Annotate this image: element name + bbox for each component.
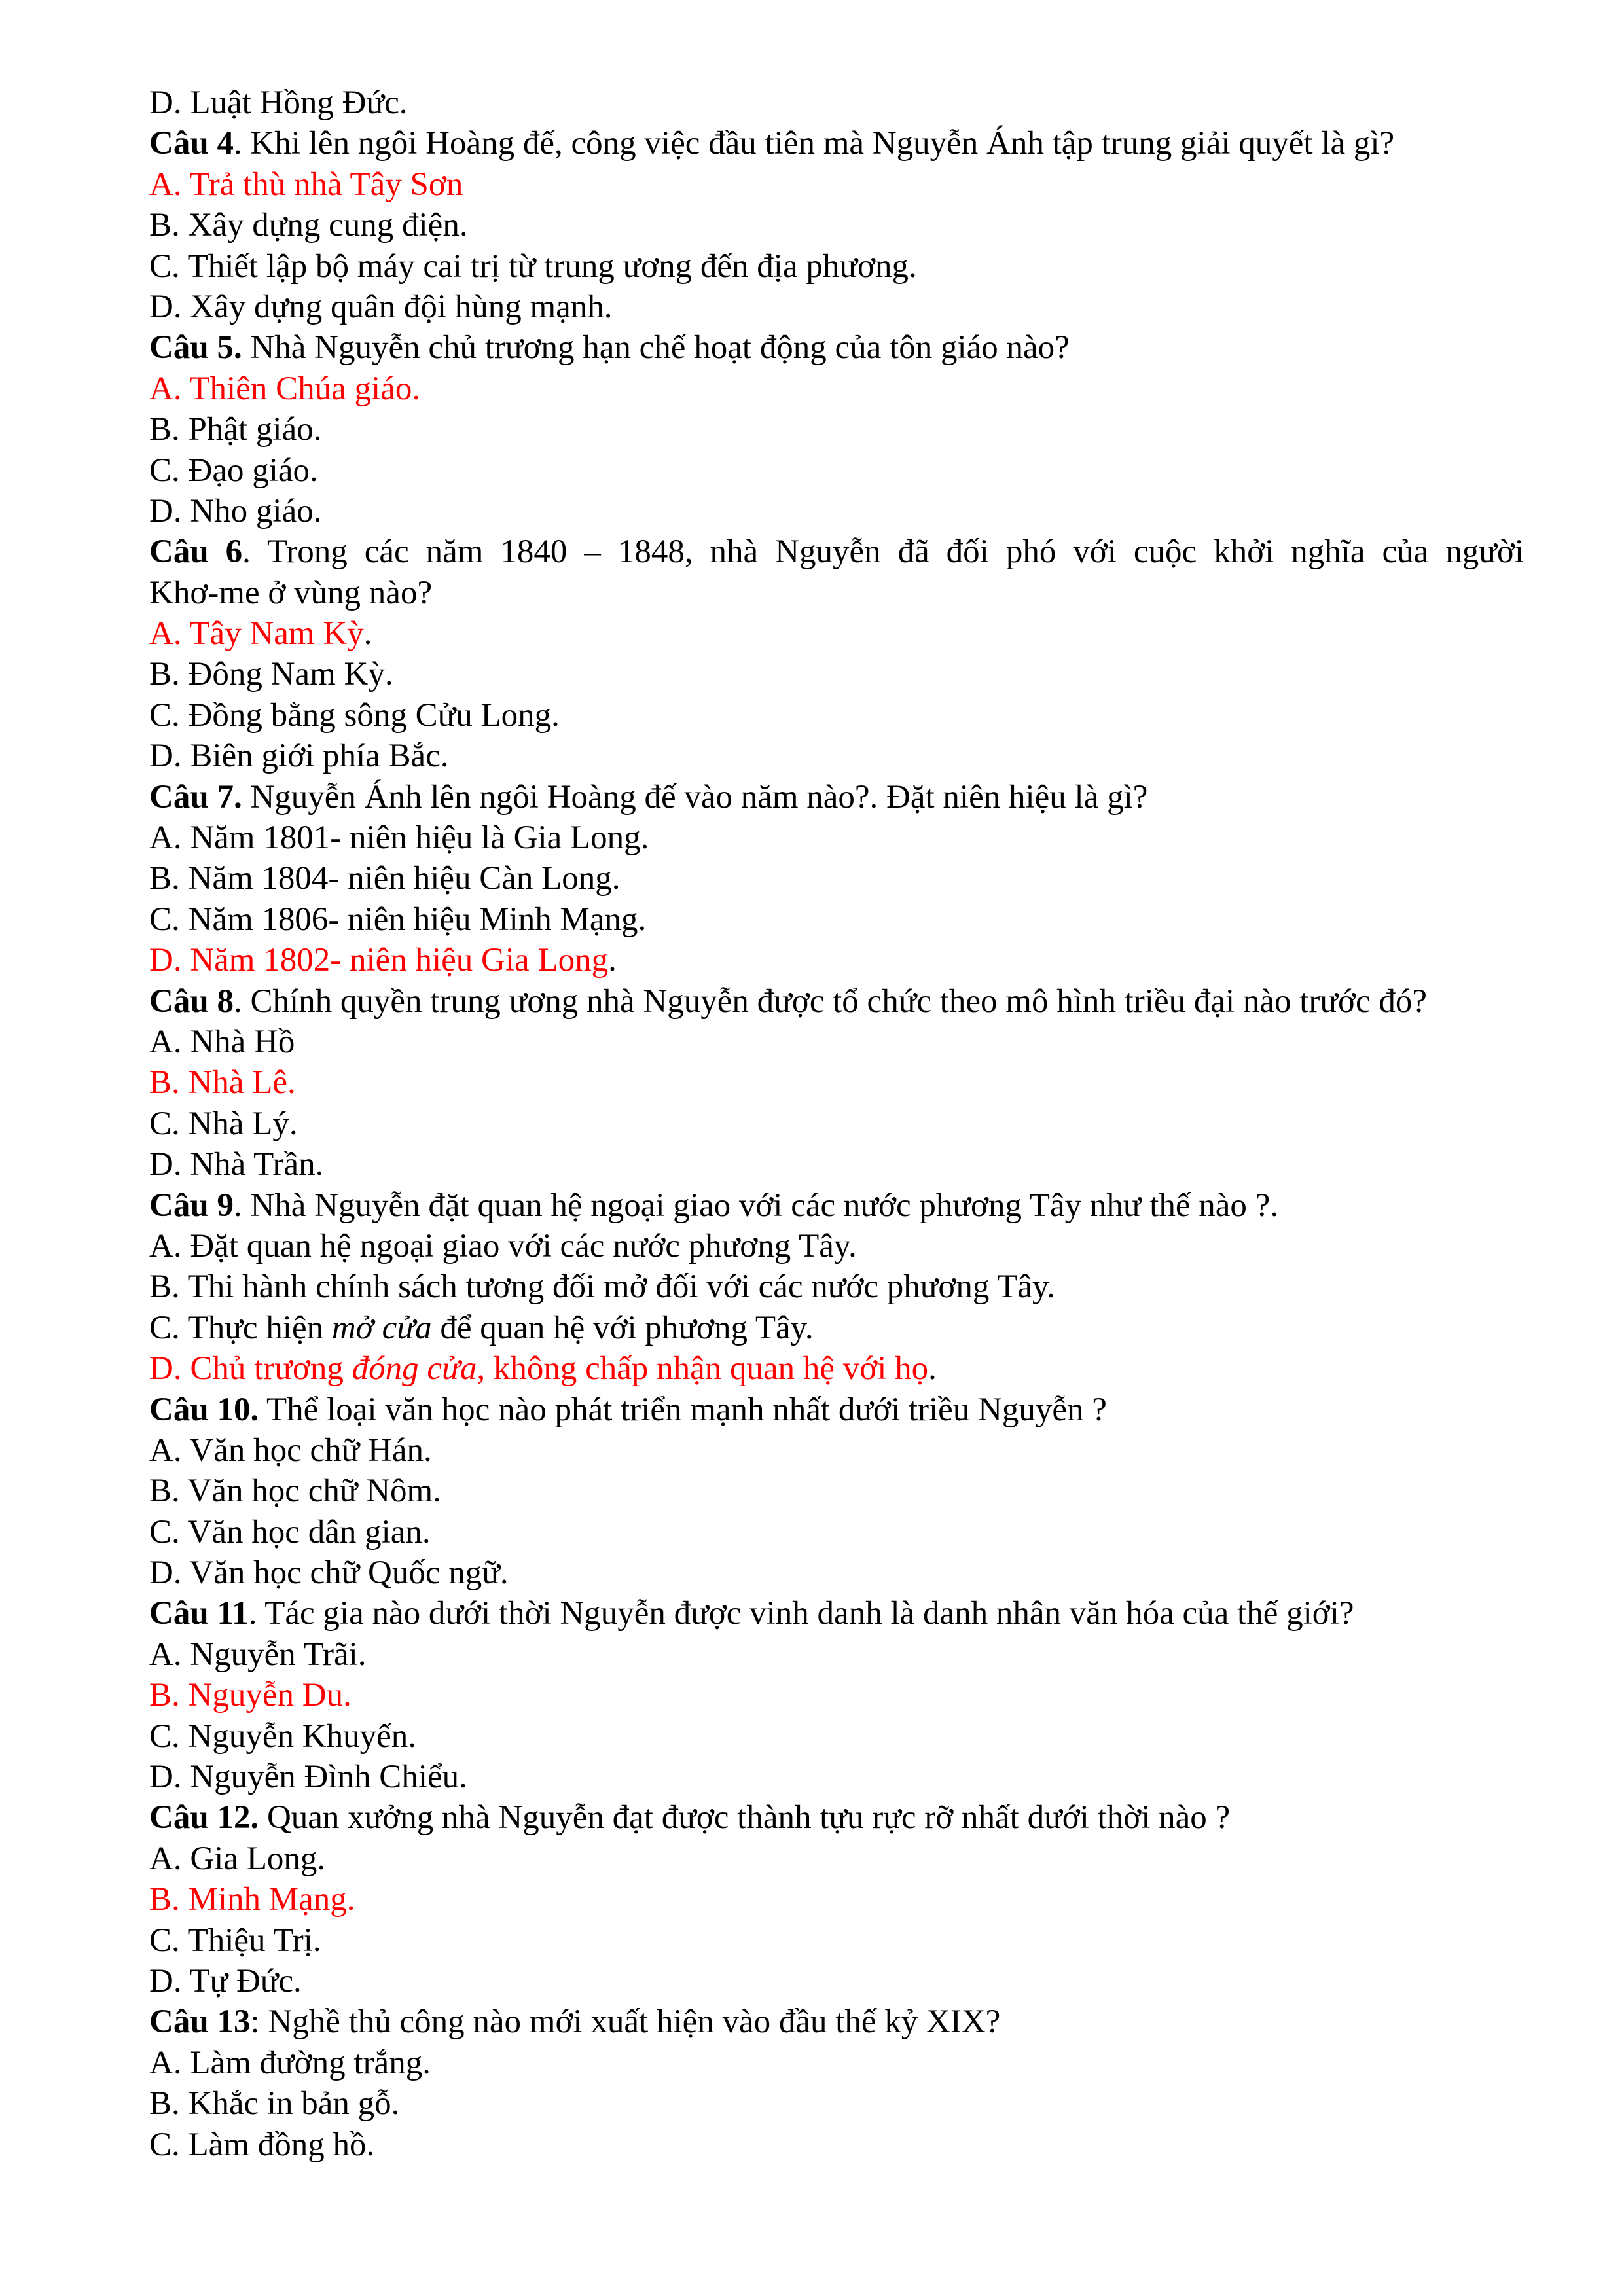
option-text: B. Đông Nam Kỳ.: [149, 656, 393, 693]
option-text: D. Nguyễn Đình Chiểu.: [149, 1759, 467, 1796]
option-text: B. Phật giáo.: [149, 411, 322, 448]
option-text: A. Đặt quan hệ ngoại giao với các nước phương Tây.: [149, 1227, 857, 1265]
question-text: . Nhà Nguyễn đặt quan hệ ngoại giao với các nước phương Tây như thế nào ?.: [233, 1187, 1279, 1224]
answer-option-correct: [149, 1062, 1524, 1103]
option-text: A. Trả thù nhà Tây Sơn: [149, 166, 463, 203]
answer-option-correct: [149, 613, 1524, 654]
option-text: C. Thiết lập bộ máy cai trị từ trung ương đến địa phương.: [149, 247, 917, 285]
answer-option-correct: [149, 368, 1524, 409]
answer-option: [149, 1920, 1524, 1961]
option-text: B. Nhà Lê.: [149, 1064, 296, 1102]
question-line: [149, 1390, 1524, 1430]
question-line: [149, 2001, 1524, 2042]
option-text: A. Làm đường trắng.: [149, 2044, 431, 2081]
option-text: B. Thi hành chính sách tương đối mở đối với các nước phương Tây.: [149, 1268, 1055, 1306]
option-text: D. Biên giới phía Bắc.: [149, 738, 449, 775]
option-text: B. Xây dựng cung điện.: [149, 207, 468, 244]
question-line: [149, 1593, 1524, 1634]
question-label: Câu 11: [149, 1595, 249, 1632]
option-text: C. Đạo giáo.: [149, 452, 318, 489]
option-punctuation: .: [363, 615, 372, 653]
question-label: Câu 6: [149, 533, 243, 571]
answer-option: [149, 1961, 1524, 2001]
answer-option-correct: [149, 940, 1524, 980]
option-text: D. Nhà Trần.: [149, 1146, 324, 1183]
answer-option: [149, 1144, 1524, 1185]
question-text: . Khi lên ngôi Hoàng đế, công việc đầu tiên mà Nguyễn Ánh tập trung giải quyết là gì?: [233, 125, 1395, 162]
answer-option: [149, 736, 1524, 776]
answer-option: [149, 1430, 1524, 1471]
question-label: Câu 4: [149, 125, 234, 162]
answer-option: [149, 205, 1524, 245]
question-label: Câu 5.: [149, 329, 242, 367]
question-label: Câu 13: [149, 2003, 251, 2041]
answer-option: [149, 2043, 1524, 2083]
question-label: Câu 9: [149, 1187, 234, 1224]
answer-option: [149, 695, 1524, 736]
option-text: C. Thực hiện: [149, 1309, 332, 1346]
answer-option: [149, 287, 1524, 327]
option-text: C. Văn học dân gian.: [149, 1513, 431, 1551]
answer-option: [149, 654, 1524, 694]
document-page: [149, 82, 1524, 2165]
answer-option: [149, 409, 1524, 450]
option-text: C. Nguyễn Khuyến.: [149, 1717, 416, 1755]
option-text: A. Gia Long.: [149, 1840, 326, 1877]
option-text: A. Thiên Chúa giáo.: [149, 370, 421, 407]
option-text: D. Nho giáo.: [149, 492, 322, 529]
question-text: : Nghề thủ công nào mới xuất hiện vào đầu thế kỷ XIX?: [250, 2003, 1001, 2041]
answer-option-correct: [149, 164, 1524, 205]
answer-option: [149, 491, 1524, 531]
option-text: Khơ-me ở vùng nào?: [149, 574, 433, 611]
option-text: A. Năm 1801- niên hiệu là Gia Long.: [149, 819, 649, 857]
answer-option: [149, 573, 1524, 613]
answer-option-correct: [149, 1348, 1524, 1389]
answer-option: [149, 1226, 1524, 1266]
option-text-continued: để quan hệ với phương Tây.: [431, 1309, 814, 1346]
option-text: D. Năm 1802- niên hiệu Gia Long: [149, 942, 609, 979]
answer-option: [149, 1022, 1524, 1062]
question-line: [149, 327, 1524, 368]
answer-option: [149, 450, 1524, 491]
option-text: A. Nhà Hồ: [149, 1023, 295, 1060]
answer-option: [149, 858, 1524, 899]
question-text: . Trong các năm 1840 – 1848, nhà Nguyễn đã đối phó với cuộc khởi nghĩa của người: [242, 533, 1525, 571]
question-line: [149, 1797, 1524, 1838]
option-text: D. Luật Hồng Đức.: [149, 84, 408, 121]
question-label: Câu 10.: [149, 1391, 259, 1428]
option-text: D. Chủ trương: [149, 1350, 352, 1388]
option-text: C. Thiệu Trị.: [149, 1922, 321, 1959]
question-text: Nguyễn Ánh lên ngôi Hoàng đế vào năm nào?. Đặt niên hiệu là gì?: [242, 778, 1148, 816]
answer-option: [149, 1266, 1524, 1307]
option-text: C. Đồng bằng sông Cửu Long.: [149, 696, 560, 734]
question-label: Câu 12.: [149, 1799, 259, 1837]
option-emphasis: mở cửa: [331, 1309, 432, 1346]
answer-option: [149, 2125, 1524, 2165]
option-emphasis: đóng cửa: [352, 1350, 477, 1388]
option-text: C. Nhà Lý.: [149, 1105, 298, 1142]
answer-option: [149, 1512, 1524, 1552]
option-text: D. Văn học chữ Quốc ngữ.: [149, 1554, 509, 1592]
question-line: [149, 777, 1524, 817]
option-punctuation: .: [608, 942, 617, 979]
option-text: A. Nguyễn Trãi.: [149, 1636, 367, 1673]
option-punctuation: .: [928, 1350, 937, 1388]
answer-option: [149, 2083, 1524, 2124]
answer-option: [149, 246, 1524, 287]
option-text: B. Khắc in bản gỗ.: [149, 2085, 400, 2123]
question-text: . Chính quyền trung ương nhà Nguyễn được tổ chức theo mô hình triều đại nào trước đó?: [233, 982, 1428, 1020]
answer-option: [149, 1471, 1524, 1511]
answer-option-correct: [149, 1879, 1524, 1920]
question-text: Quan xưởng nhà Nguyễn đạt được thành tựu rực rỡ nhất dưới thời nào ?: [259, 1799, 1231, 1837]
option-text: B. Minh Mạng.: [149, 1881, 355, 1918]
option-text-continued: , không chấp nhận quan hệ với họ: [477, 1350, 929, 1388]
answer-option: [149, 1757, 1524, 1797]
answer-option-correct: [149, 1675, 1524, 1715]
answer-option: [149, 1716, 1524, 1757]
question-text: Nhà Nguyễn chủ trương hạn chế hoạt động của tôn giáo nào?: [242, 329, 1070, 367]
question-line: [149, 531, 1524, 572]
option-text: B. Năm 1804- niên hiệu Càn Long.: [149, 860, 621, 897]
option-text: B. Nguyễn Du.: [149, 1677, 352, 1714]
quiz-content: [149, 82, 1524, 2165]
question-line: [149, 123, 1524, 164]
question-line: [149, 1185, 1524, 1226]
option-text: D. Tự Đức.: [149, 1962, 302, 2000]
question-line: [149, 981, 1524, 1022]
answer-option: [149, 82, 1524, 123]
question-text: . Tác gia nào dưới thời Nguyễn được vinh danh là danh nhân văn hóa của thế giới?: [248, 1595, 1354, 1632]
question-text: Thể loại văn học nào phát triển mạnh nhất dưới triều Nguyễn ?: [259, 1391, 1107, 1428]
option-text: A. Văn học chữ Hán.: [149, 1431, 432, 1469]
answer-option: [149, 1839, 1524, 1879]
option-text: D. Xây dựng quân đội hùng mạnh.: [149, 288, 613, 325]
answer-option: [149, 1552, 1524, 1593]
answer-option: [149, 817, 1524, 858]
option-text: B. Văn học chữ Nôm.: [149, 1473, 441, 1510]
question-label: Câu 7.: [149, 778, 242, 816]
option-text: C. Làm đồng hồ.: [149, 2126, 375, 2163]
option-text: C. Năm 1806- niên hiệu Minh Mạng.: [149, 901, 647, 938]
option-text: A. Tây Nam Kỳ: [149, 615, 364, 653]
answer-option: [149, 1634, 1524, 1675]
answer-option: [149, 1103, 1524, 1144]
answer-option: [149, 899, 1524, 940]
question-label: Câu 8: [149, 982, 234, 1020]
answer-option: [149, 1308, 1524, 1348]
